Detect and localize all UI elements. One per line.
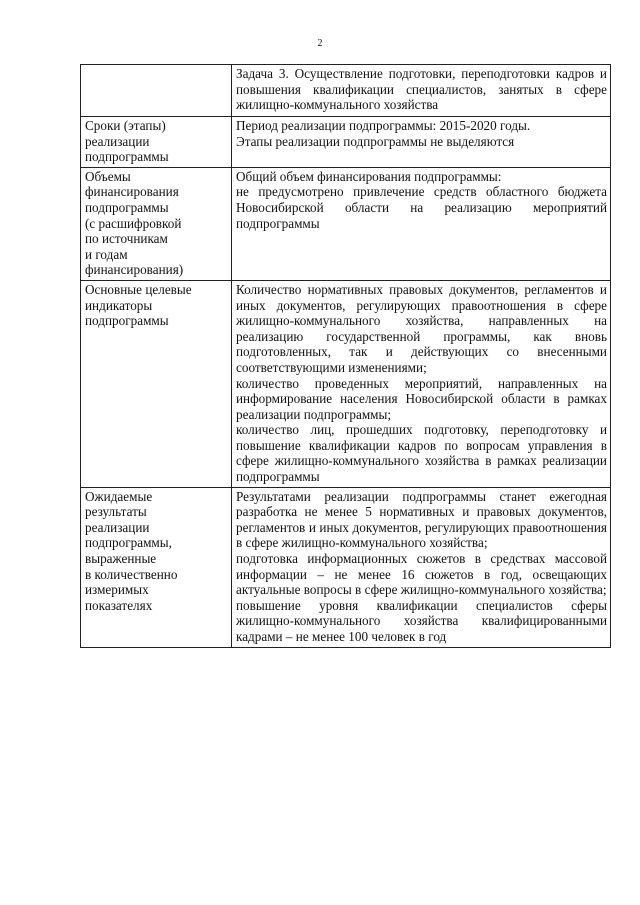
row-paragraph: Результатами реализации подпрограммы станет ежегодная разработка не менее 5 нормативных и правовых документов, регламентов и иных документов, регулирующих правоотношения в сфере жилищно-коммунального хозяйства; <box>236 488 607 551</box>
row-paragraph: повышение уровня квалификации специалистов сферы жилищно-коммунального хозяйства квалифицированными кадрами – не менее 100 человек в год <box>236 597 607 644</box>
row-label: Ожидаемые результаты реализации подпрограммы, выраженные в количественно измеримых показателях <box>81 487 232 647</box>
row-label: Сроки (этапы) реализации подпрограммы <box>81 117 232 168</box>
row-label: Объемы финансирования подпрограммы (с расшифровкой по источникам и годам финансирования) <box>81 167 232 280</box>
table-row-timing <box>81 117 611 168</box>
row-paragraph: количество проведенных мероприятий, направленных на информирование населения Новосибирской области в рамках реализации подпрограммы; <box>236 375 607 422</box>
row-label: Основные целевые индикаторы подпрограммы <box>81 280 232 487</box>
row-paragraph: количество лиц, прошедших подготовку, переподготовку и повышение квалификации кадров по вопросам управления в сфере жилищно-коммунального хозяйства в рамках реализации подпрограммы <box>236 422 607 485</box>
subprogram-passport-table <box>80 64 611 648</box>
row-value <box>232 117 611 168</box>
page-number: 2 <box>317 38 323 49</box>
table-row-financing <box>81 167 611 280</box>
table-row-task <box>81 65 611 117</box>
row-paragraph: Задача 3. Осуществление подготовки, переподготовки кадров и повышения квалификации специалистов, занятых в сфере жилищно-коммунального хозяйства <box>236 66 607 113</box>
row-value <box>232 280 611 487</box>
table-row-expected-results <box>81 487 611 647</box>
table-row-indicators <box>81 280 611 487</box>
row-paragraph: Этапы реализации подпрограммы не выделяются <box>236 133 515 149</box>
row-paragraph: Период реализации подпрограммы: 2015-2020 годы. <box>236 118 531 133</box>
row-value <box>232 167 611 280</box>
row-value <box>232 65 611 117</box>
row-paragraph: Общий объем финансирования подпрограммы: <box>236 168 502 184</box>
row-label <box>81 65 232 117</box>
row-paragraph: не предусмотрено привлечение средств областного бюджета Новосибирской области на реализацию мероприятий подпрограммы <box>236 184 607 231</box>
row-value <box>232 487 611 647</box>
row-paragraph: подготовка информационных сюжетов в средствах массовой информации – не менее 16 сюжетов в год, освещающих актуальные вопросы в сфере жилищно-коммунального хозяйства; <box>236 551 607 598</box>
row-paragraph: Количество нормативных правовых документов, регламентов и иных документов, регулирующих правоотношения в сфере жилищно-коммунального хозяйства, направленных на реализацию государственной программы, как вновь подготовленных, так и действующих со внесенными соответствующими изменениями; <box>236 281 607 375</box>
